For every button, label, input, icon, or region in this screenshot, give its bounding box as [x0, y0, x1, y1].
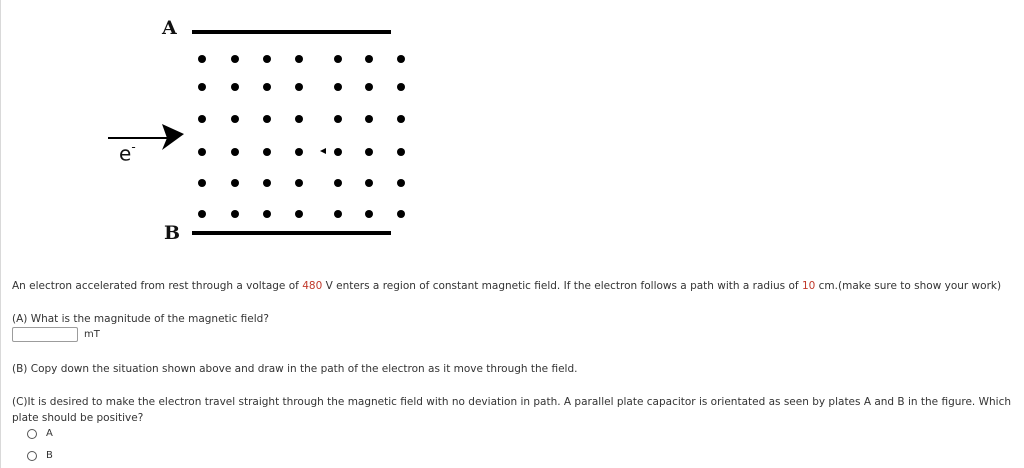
electron-charge: -	[131, 140, 136, 154]
option-b[interactable]	[27, 450, 53, 461]
field-dot	[295, 179, 303, 187]
intro-text-1: An electron accelerated from rest through a voltage of	[12, 280, 303, 292]
unit-label: mT	[84, 329, 100, 340]
field-dot	[231, 83, 239, 91]
plate-a	[192, 30, 391, 34]
field-dot	[263, 55, 271, 63]
intro-text-2: V enters a region of constant magnetic field. If the electron follows a path with a radius of	[322, 280, 802, 292]
field-dot	[198, 115, 206, 123]
field-dot	[365, 115, 373, 123]
field-dot	[263, 115, 271, 123]
field-dot	[263, 83, 271, 91]
field-dot	[231, 210, 239, 218]
field-dot	[231, 55, 239, 63]
field-dot	[365, 55, 373, 63]
field-dot	[397, 115, 405, 123]
field-dot	[198, 210, 206, 218]
field-dot	[198, 55, 206, 63]
field-dot	[231, 148, 239, 156]
small-arrow-mark	[320, 148, 326, 154]
field-dot	[397, 148, 405, 156]
field-dot	[365, 210, 373, 218]
field-dot	[231, 179, 239, 187]
option-a-label: A	[46, 428, 53, 439]
field-dot	[334, 148, 342, 156]
field-dot	[231, 115, 239, 123]
part-c-prompt: (C)It is desired to make the electron travel straight through the magnetic field with no deviation in path. A parallel plate capacitor is orientated as seen by plates A and B in the figure. Which plate should be positive?	[12, 396, 1011, 424]
magnetic-field-dots	[198, 55, 405, 218]
field-dot	[295, 148, 303, 156]
field-dot	[397, 83, 405, 91]
field-dot	[397, 210, 405, 218]
field-dot	[365, 179, 373, 187]
voltage-value: 480	[302, 280, 323, 292]
plate-a-label: A	[162, 17, 177, 39]
plate-b	[192, 231, 391, 235]
field-dot	[263, 148, 271, 156]
field-dot	[295, 115, 303, 123]
field-dot	[334, 115, 342, 123]
part-a-answer-row	[12, 326, 100, 343]
radio-b[interactable]	[27, 451, 37, 461]
field-dot	[263, 210, 271, 218]
field-dot	[365, 148, 373, 156]
field-dot	[198, 179, 206, 187]
field-dot	[295, 210, 303, 218]
electron-symbol: e	[119, 141, 132, 166]
field-dot	[334, 83, 342, 91]
field-dot	[365, 83, 373, 91]
field-dot	[397, 55, 405, 63]
plate-b-label: B	[164, 222, 181, 244]
radio-a[interactable]	[27, 429, 37, 439]
option-b-label: B	[46, 450, 53, 461]
question-intro	[12, 278, 1012, 294]
field-dot	[334, 210, 342, 218]
magnetic-field-input[interactable]	[12, 327, 78, 342]
field-dot	[295, 55, 303, 63]
part-a-prompt: (A) What is the magnitude of the magnetic field?	[12, 313, 269, 325]
intro-text-3: cm.(make sure to show your work)	[815, 280, 1002, 292]
field-dot	[198, 83, 206, 91]
part-b-prompt: (B) Copy down the situation shown above and draw in the path of the electron as it move through the field.	[12, 363, 578, 375]
field-dot	[397, 179, 405, 187]
field-dot	[334, 179, 342, 187]
field-dot	[263, 179, 271, 187]
radius-value: 10	[801, 280, 816, 292]
option-a[interactable]	[27, 428, 53, 439]
field-dot	[334, 55, 342, 63]
field-dot	[295, 83, 303, 91]
field-dot	[198, 148, 206, 156]
